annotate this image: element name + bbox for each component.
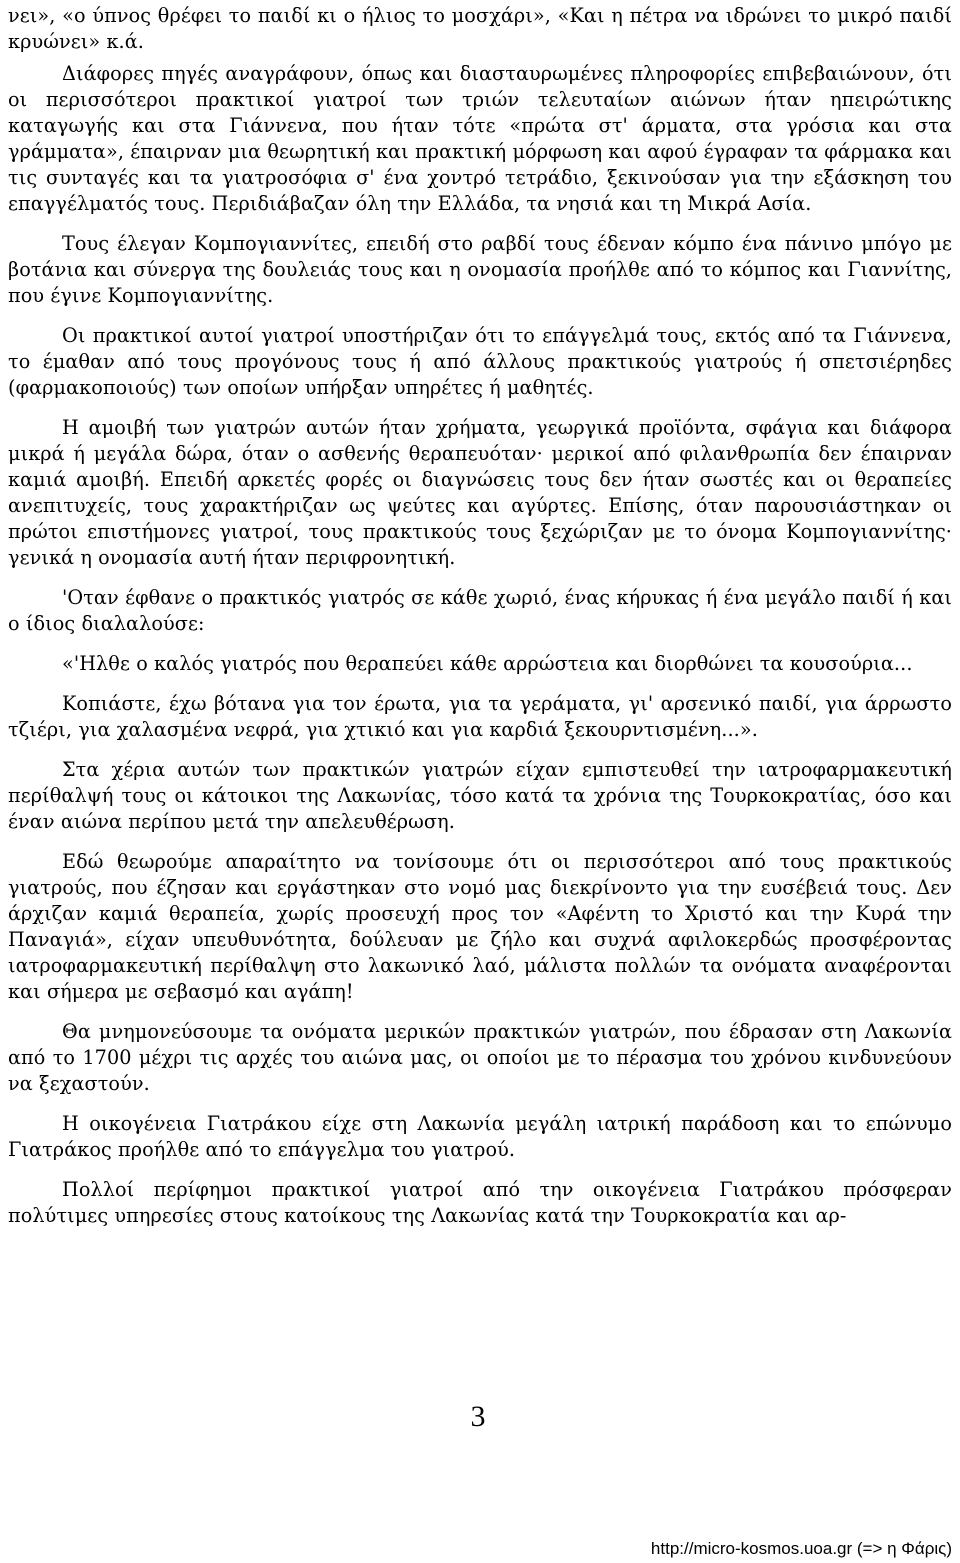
paragraph-2: Διάφορες πηγές αναγράφουν, όπως και διασταυρωμένες πληροφορίες επιβεβαιώνουν, ότι οι περισσότεροι πρακτικοί γιατροί των τριών τελευταίων αιώνων ήταν ηπειρώτικης καταγωγής και στα Γιάννενα, που ήταν τότε «πρώτα στ' άρματα, στα γρόσια και στα γράμματα», έπαιρναν μια θεωρητική και πρακτική μόρφωση και αφού έγραφαν τα φάρμακα και τις συνταγές και τα γιατροσόφια σ' ένα χοντρό τετράδιο, ξεκινούσαν για την εξάσκηση του επαγγέλματός τους. Περιδιάβαζαν όλη την Ελλάδα, τα νησιά και τη Μικρά Ασία.: [8, 62, 952, 215]
paragraph-7: «'Ηλθε ο καλός γιατρός που θεραπεύει κάθε αρρώστεια και διορθώνει τα κουσούρια...: [62, 652, 913, 675]
paragraph-8: Κοπιάστε, έχω βότανα για τον έρωτα, για τα γεράματα, γι' αρσενικό παιδί, για άρρωστο τζιέρι, για χαλασμένα νεφρά, για χτικιό και για καρδιά ξεκουρντισμένη...».: [8, 692, 952, 741]
paragraph-4: Οι πρακτικοί αυτοί γιατροί υποστήριζαν ότι το επάγγελμά τους, εκτός από τα Γιάννενα, το έμαθαν από τους προγόνους τους ή από άλλους πρακτικούς γιατρούς ή σπετσιέρηδες (φαρμακοποιούς) των οποίων υπήρξαν υπηρέτες ή μαθητές.: [8, 324, 952, 399]
paragraph-11: Θα μνημονεύσουμε τα ονόματα μερικών πρακτικών γιατρών, που έδρασαν στη Λακωνία από το 1700 μέχρι τις αρχές του αιώνα μας, οι οποίοι με το πέρασμα του χρόνου κινδυνεύουν να ξεχαστούν.: [8, 1020, 952, 1095]
page-number: 3: [470, 1400, 486, 1433]
paragraph-1: νει», «ο ύπνος θρέφει το παιδί κι ο ήλιος το μοσχάρι», «Και η πέτρα να ιδρώνει το μικρό παιδί κρυώνει» κ.ά.: [8, 4, 952, 53]
paragraph-12: Η οικογένεια Γιατράκου είχε στη Λακωνία μεγάλη ιατρική παράδοση και το επώνυμο Γιατράκος προήλθε από το επάγγελμα του γιατρού.: [8, 1112, 952, 1161]
paragraph-13: Πολλοί περίφημοι πρακτικοί γιατροί από την οικογένεια Γιατράκου πρόσφεραν πολύτιμες υπηρεσίες στους κατοίκους της Λακωνίας κατά την Τουρκοκρατία και αρ-: [8, 1178, 952, 1227]
paragraph-10: Εδώ θεωρούμε απαραίτητο να τονίσουμε ότι οι περισσότεροι από τους πρακτικούς γιατρούς, που έζησαν και εργάστηκαν στο νομό μας διεκρίνοντο για την ευσέβειά τους. Δεν άρχιζαν καμιά θεραπεία, χωρίς προσευχή προς τον «Αφέντη το Χριστό και την Κυρά την Παναγιά», είχαν υπευθυνότητα, δούλευαν με ζήλο και συχνά αφιλοκερδώς προσφέροντας ιατροφαρμακευτική περίθαλψη στο λακωνικό λαό, μάλιστα πολλών τα ονόματα αναφέρονται και σήμερα με σεβασμό και αγάπη!: [8, 850, 952, 1003]
paragraph-6: 'Οταν έφθανε ο πρακτικός γιατρός σε κάθε χωριό, ένας κήρυκας ή ένα μεγάλο παιδί ή και ο ίδιος διαλαλούσε:: [8, 586, 952, 635]
document-page: [8, 0, 952, 1229]
paragraph-9: Στα χέρια αυτών των πρακτικών γιατρών είχαν εμπιστευθεί την ιατροφαρμακευτική περίθαλψή τους οι κάτοικοι της Λακωνίας, τόσο κατά τα χρόνια της Τουρκοκρατίας, όσο και έναν αιώνα περίπου μετά την απελευθέρωση.: [8, 758, 952, 833]
paragraph-3: Τους έλεγαν Κομπογιαννίτες, επειδή στο ραβδί τους έδεναν κόμπο ένα πάνινο μπόγο με βοτάνια και σύνεργα της δουλειάς τους και η ονομασία προήλθε από το κόμπος και Γιαννίτης, που έγινε Κομπογιαννίτης.: [8, 232, 952, 307]
footer-url[interactable]: http://micro-kosmos.uoa.gr (=> η Φάρις): [650, 1539, 952, 1558]
paragraph-5: Η αμοιβή των γιατρών αυτών ήταν χρήματα, γεωργικά προϊόντα, σφάγια και διάφορα μικρά ή μεγάλα δώρα, όταν ο ασθενής θεραπευόταν· μερικοί από φιλανθρωπία δεν έπαιρναν καμιά αμοιβή. Επειδή αρκετές φορές οι διαγνώσεις τους δεν ήταν σωστές και οι θεραπείες ανεπιτυχείς, τους χαρακτήριζαν ως ψεύτες και αγύρτες. Επίσης, όταν παρουσιάστηκαν οι πρώτοι επιστήμονες γιατροί, τους πρακτικούς τους ξεχώριζαν με το όνομα Κομπογιαννίτης· γενικά η ονομασία αυτή ήταν περιφρονητική.: [8, 416, 952, 569]
